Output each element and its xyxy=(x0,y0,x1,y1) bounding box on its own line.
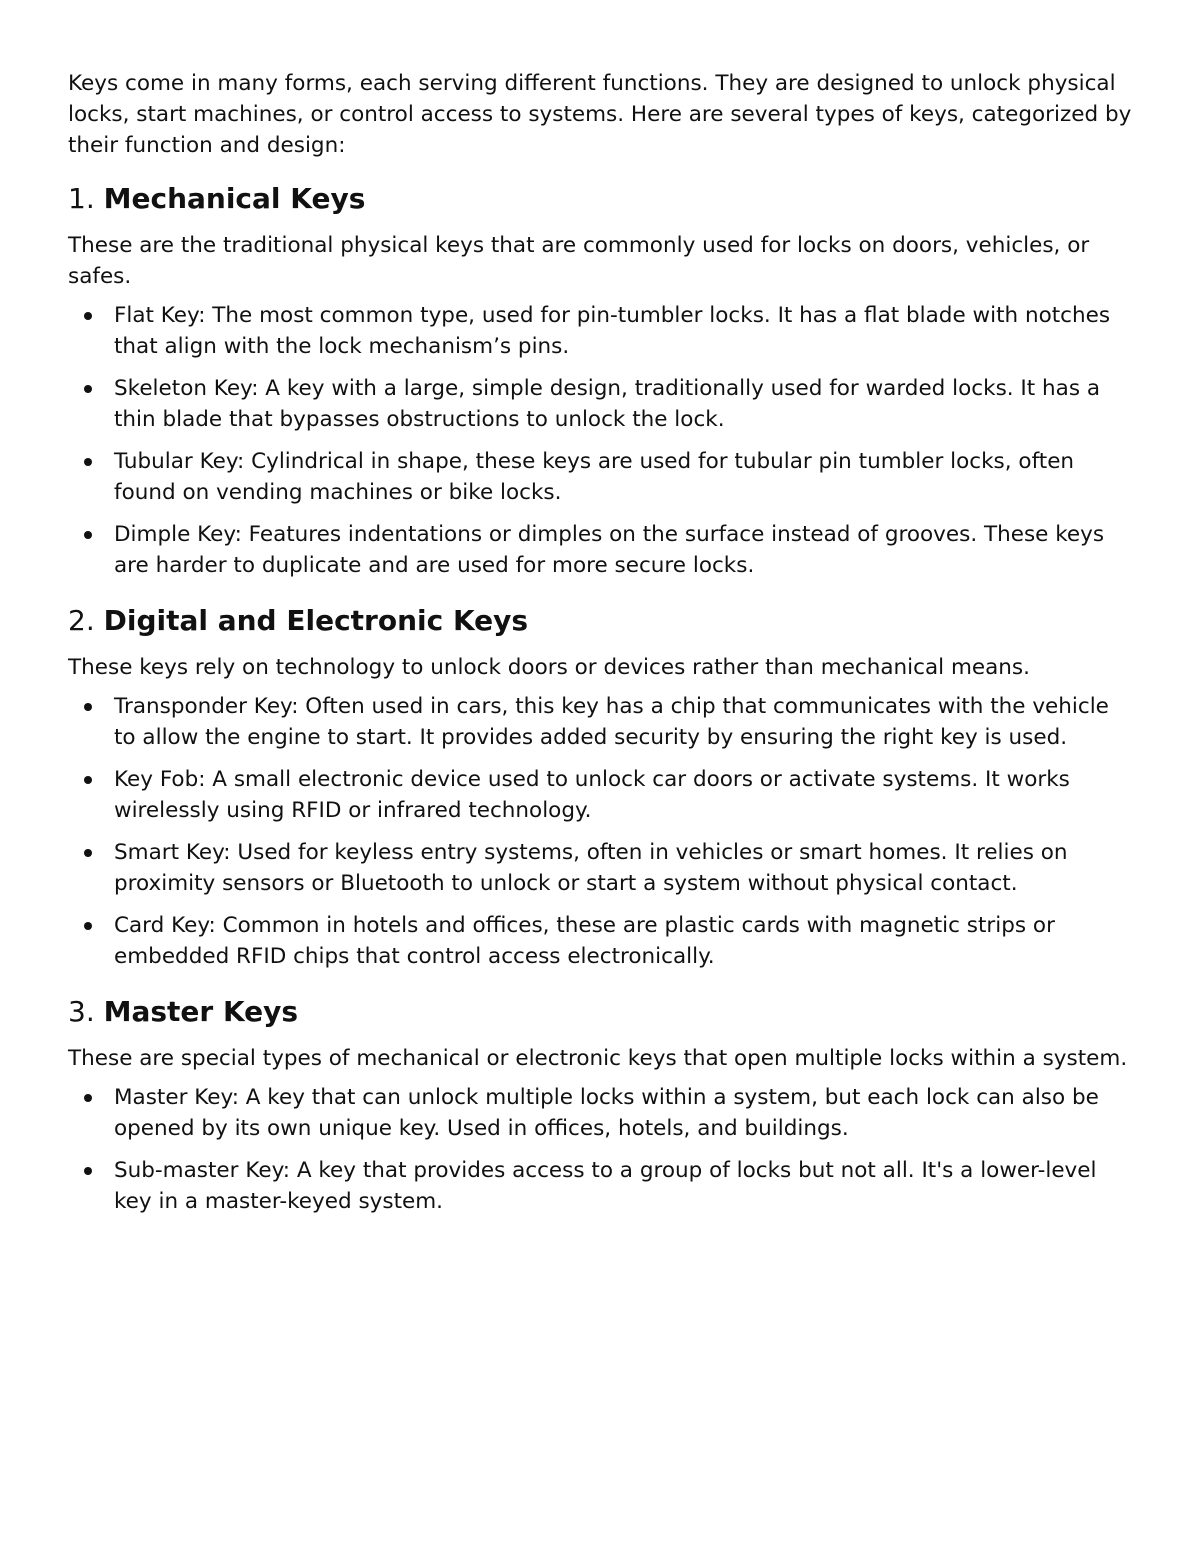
section-digital-electronic-keys xyxy=(68,603,1136,972)
bullet-icon xyxy=(84,776,92,784)
list-item xyxy=(68,373,1136,435)
item-text: : A key with a large, simple design, traditionally used for warded locks. It has a thin blade that bypasses obstructions to unlock the lock. xyxy=(114,376,1101,432)
item-text: : Used for keyless entry systems, often in vehicles or smart homes. It relies on proximity sensors or Bluetooth to unlock or start a system without physical contact. xyxy=(114,840,1068,896)
bullet-icon xyxy=(84,312,92,320)
section-title: Master Keys xyxy=(103,995,299,1028)
bullet-icon xyxy=(84,385,92,393)
bullet-icon xyxy=(84,922,92,930)
list-item xyxy=(68,691,1136,753)
bullet-icon xyxy=(84,1094,92,1102)
key-type-list xyxy=(68,1082,1136,1217)
section-description: These keys rely on technology to unlock doors or devices rather than mechanical means. xyxy=(68,655,1030,680)
section-master-keys xyxy=(68,994,1136,1217)
item-term: Flat Key xyxy=(114,303,199,328)
item-text: : Common in hotels and offices, these are plastic cards with magnetic strips or embedded RFID chips that control access electronically. xyxy=(114,913,1055,969)
item-text: : A key that can unlock multiple locks within a system, but each lock can also be opened by its own unique key. Used in offices, hotels, and buildings. xyxy=(114,1085,1099,1141)
intro-paragraph: Keys come in many forms, each serving different functions. They are designed to unlock physical locks, start machines, or control access to systems. Here are several types of keys, categorized by their function and design: xyxy=(68,71,1132,158)
document-page xyxy=(68,68,1136,1239)
list-item xyxy=(68,910,1136,972)
list-item xyxy=(68,300,1136,362)
key-type-list xyxy=(68,300,1136,581)
item-text: : A key that provides access to a group of locks but not all. It's a lower-level key in a master-keyed system. xyxy=(114,1158,1097,1214)
item-text: : Often used in cars, this key has a chip that communicates with the vehicle to allow the engine to start. It provides added security by ensuring the right key is used. xyxy=(114,694,1109,750)
bullet-icon xyxy=(84,1167,92,1175)
section-heading xyxy=(68,603,1136,639)
section-number: 1. xyxy=(68,182,95,215)
item-text: : A small electronic device used to unlock car doors or activate systems. It works wirelessly using RFID or infrared technology. xyxy=(114,767,1070,823)
bullet-icon xyxy=(84,531,92,539)
item-text: : Features indentations or dimples on the surface instead of grooves. These keys are harder to duplicate and are used for more secure locks. xyxy=(114,522,1105,578)
key-type-list xyxy=(68,691,1136,972)
bullet-icon xyxy=(84,458,92,466)
list-item xyxy=(68,446,1136,508)
list-item xyxy=(68,837,1136,899)
section-description: These are special types of mechanical or electronic keys that open multiple locks within a system. xyxy=(68,1046,1128,1071)
list-item xyxy=(68,764,1136,826)
item-term: Smart Key xyxy=(114,840,224,865)
list-item xyxy=(68,1082,1136,1144)
section-heading xyxy=(68,181,1136,217)
item-term: Master Key xyxy=(114,1085,232,1110)
item-term: Transponder Key xyxy=(114,694,292,719)
section-description: These are the traditional physical keys that are commonly used for locks on doors, vehicles, or safes. xyxy=(68,233,1090,289)
section-mechanical-keys xyxy=(68,181,1136,581)
item-term: Dimple Key xyxy=(114,522,235,547)
item-term: Skeleton Key xyxy=(114,376,252,401)
item-text: : The most common type, used for pin-tumbler locks. It has a flat blade with notches that align with the lock mechanism’s pins. xyxy=(114,303,1111,359)
bullet-icon xyxy=(84,703,92,711)
list-item xyxy=(68,519,1136,581)
section-number: 2. xyxy=(68,604,95,637)
item-term: Tubular Key xyxy=(114,449,238,474)
section-heading xyxy=(68,994,1136,1030)
section-title: Digital and Electronic Keys xyxy=(103,604,529,637)
item-term: Sub-master Key xyxy=(114,1158,283,1183)
section-title: Mechanical Keys xyxy=(103,182,366,215)
item-term: Key Fob xyxy=(114,767,199,792)
bullet-icon xyxy=(84,849,92,857)
item-term: Card Key xyxy=(114,913,209,938)
list-item xyxy=(68,1155,1136,1217)
section-number: 3. xyxy=(68,995,95,1028)
item-text: : Cylindrical in shape, these keys are used for tubular pin tumbler locks, often found on vending machines or bike locks. xyxy=(114,449,1075,505)
